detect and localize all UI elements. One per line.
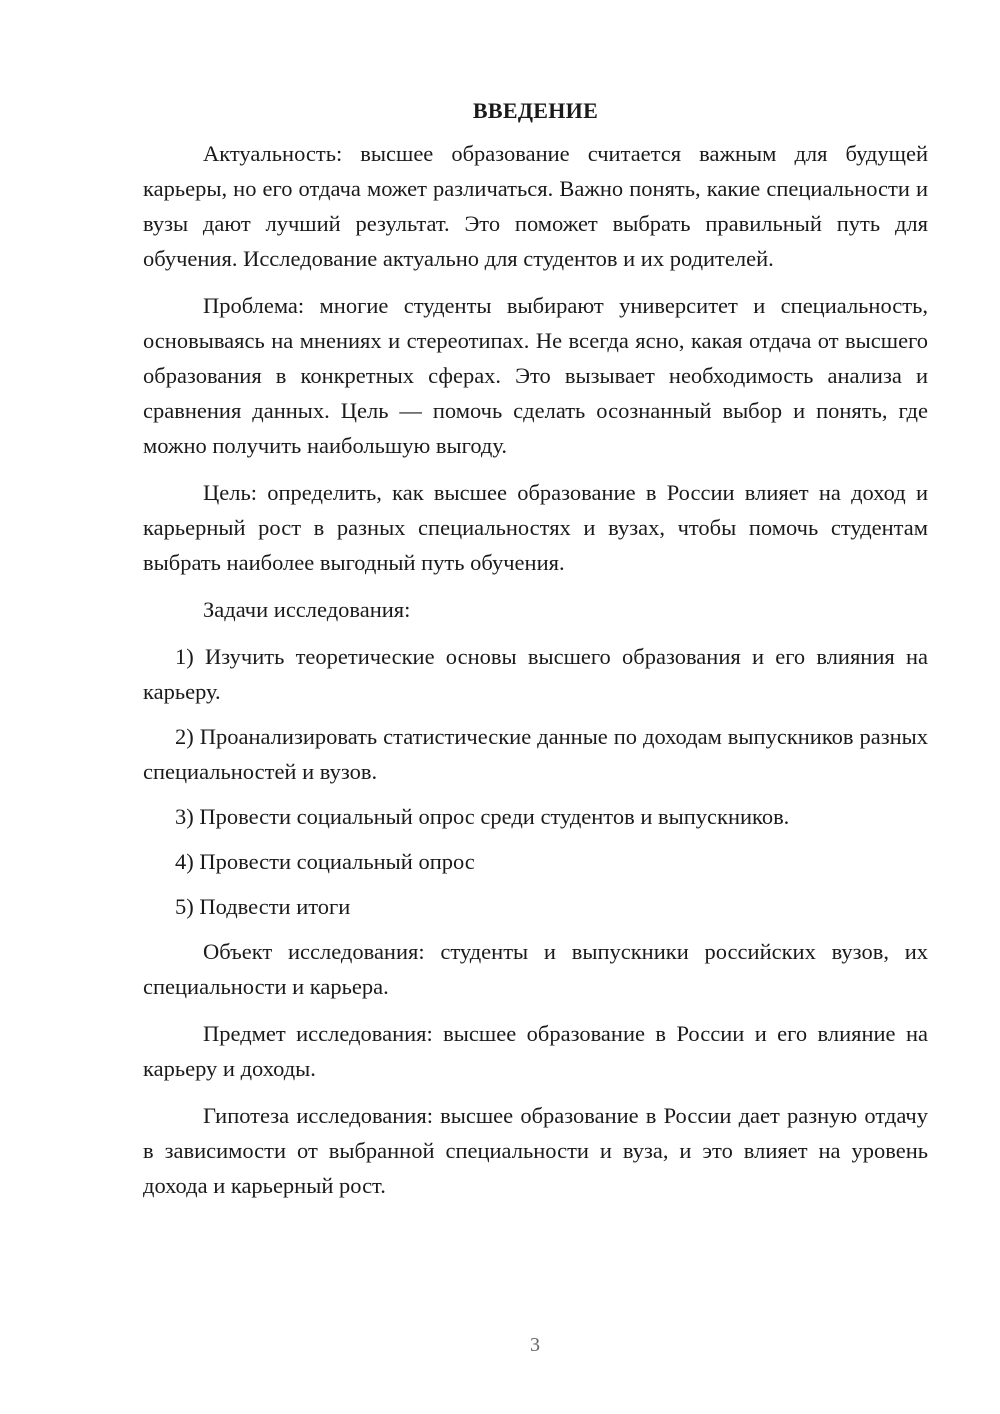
tasks-list <box>143 639 928 924</box>
subject-paragraph: Предмет исследования: высшее образование в России и его влияние на карьеру и доходы. <box>143 1021 928 1081</box>
tasks-heading: Задачи исследования: <box>203 597 411 622</box>
page-number: 3 <box>530 1334 540 1356</box>
relevance-paragraph: Актуальность: высшее образование считается важным для будущей карьеры, но его отдача может различаться. Важно понять, какие специальности и вузы дают лучший результат. Это поможет выбрать правильный путь для обучения. Исследование актуально для студентов и их родителей. <box>143 141 928 271</box>
goal-paragraph: Цель: определить, как высшее образование в России влияет на доход и карьерный рост в разных специальностях и вузах, чтобы помочь студентам выбрать наиболее выгодный путь обучения. <box>143 480 928 575</box>
section-title: ВВЕДЕНИЕ <box>472 98 599 123</box>
problem-paragraph: Проблема: многие студенты выбирают университет и специальность, основываясь на мнениях и стереотипах. Не всегда ясно, какая отдача от высшего образования в конкретных сферах. Это вызывает необходимость анализа и сравнения данных. Цель — помочь сделать осознанный выбор и понять, где можно получить наибольшую выгоду. <box>143 293 928 458</box>
task-item: 3) Провести социальный опрос среди студентов и выпускников. <box>175 804 790 829</box>
task-item: 5) Подвести итоги <box>175 894 351 919</box>
hypothesis-paragraph: Гипотеза исследования: высшее образование в России дает разную отдачу в зависимости от выбранной специальности и вуза, и это влияет на уровень дохода и карьерный рост. <box>143 1103 928 1198</box>
task-item: 1) Изучить теоретические основы высшего образования и его влияния на карьеру. <box>143 644 928 704</box>
task-item: 2) Проанализировать статистические данные по доходам выпускников разных специальностей и вузов. <box>143 724 928 784</box>
object-paragraph: Объект исследования: студенты и выпускники российских вузов, их специальности и карьера. <box>143 939 928 999</box>
document-page <box>143 96 928 1215</box>
task-item: 4) Провести социальный опрос <box>175 849 475 874</box>
